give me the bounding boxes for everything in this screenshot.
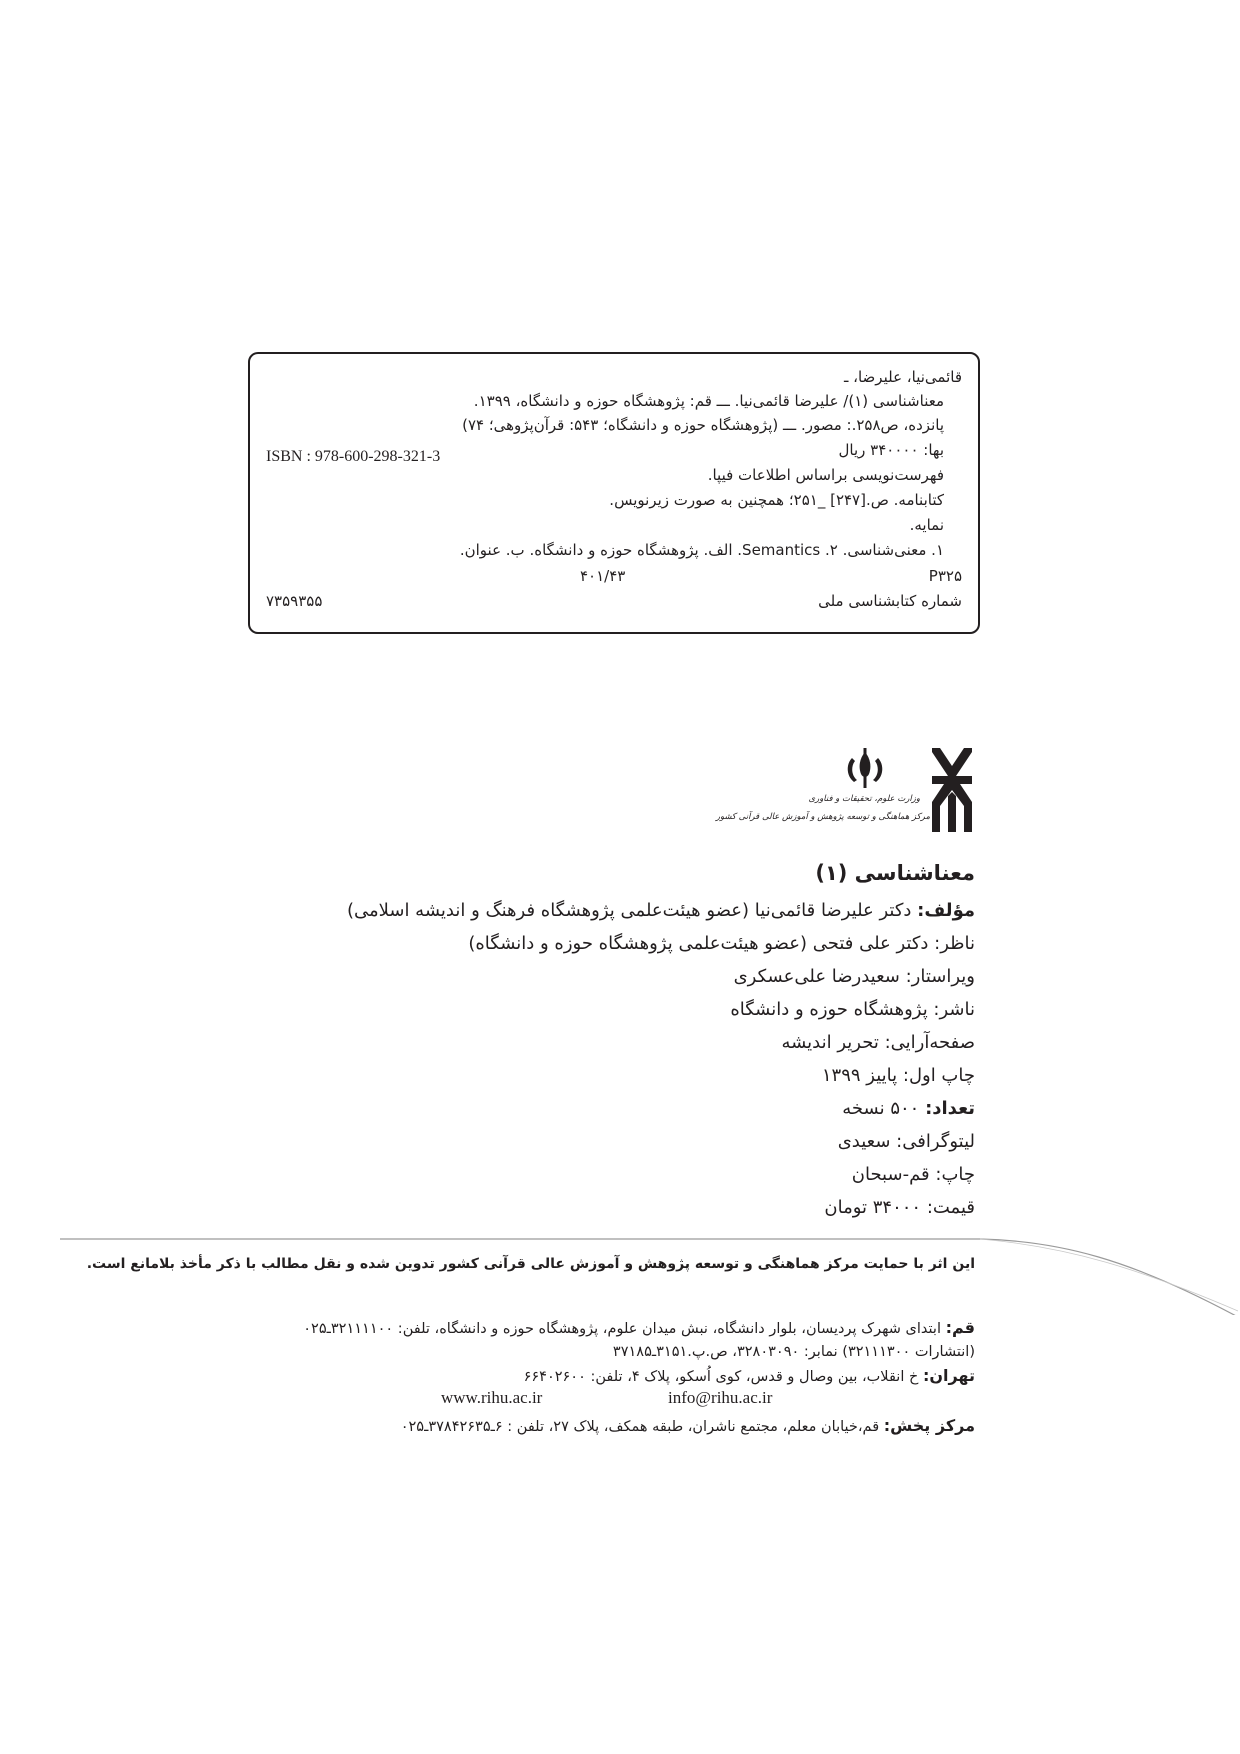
catalog-subjects: ۱. معنی‌شناسی. ۲. Semantics. الف. پژوهشگاه حوزه و دانشگاه. ب. عنوان.	[459, 541, 944, 559]
cataloging-box	[248, 352, 980, 634]
website-link[interactable]: www.rihu.ac.ir	[441, 1388, 543, 1407]
credit-price: قیمت: ۳۴۰۰۰ تومان	[824, 1197, 975, 1218]
catalog-lcc: P۳۲۵	[928, 567, 962, 585]
ministry-name: وزارت علوم، تحقیقات و فناوری	[808, 794, 920, 804]
catalog-price: بها: ۳۴۰۰۰۰ ریال	[838, 441, 944, 459]
qom-address: قم: ابتدای شهرک پردیسان، بلوار دانشگاه، نبش میدان علوم، پژوهشگاه حوزه و دانشگاه، تلفن: ۳۲۱۱۱۱۰۰ـ۰۲۵	[303, 1318, 975, 1337]
credit-edition: چاپ اول: پاییز ۱۳۹۹	[821, 1065, 975, 1086]
credit-layout: صفحه‌آرایی: تحریر اندیشه	[781, 1032, 975, 1053]
credit-copies: تعداد: ۵۰۰ نسخه	[842, 1098, 975, 1119]
catalog-ddc: ۴۰۱/۴۳	[580, 567, 626, 585]
tehran-address: تهران: خ انقلاب، بین وصال و قدس، کوی اُسکو، پلاک ۴، تلفن: ۶۶۴۰۲۶۰۰	[523, 1366, 975, 1385]
isbn: ISBN : 978-600-298-321-3	[266, 448, 441, 465]
credit-lithography: لیتوگرافی: سعیدی	[837, 1131, 975, 1152]
catalog-national-label: شماره کتابشناسی ملی	[818, 592, 962, 610]
book-title: معناشناسی (۱)	[815, 861, 975, 885]
catalog-index: نمایه.	[909, 516, 944, 534]
iran-emblem-icon	[830, 748, 900, 790]
credit-printing: چاپ: قم-سبحان	[851, 1164, 975, 1185]
publisher-logo	[926, 748, 978, 832]
distribution-address: مرکز پخش: قم،خیابان معلم، مجتمع ناشران، طبقه همکف، پلاک ۲۷، تلفن : ۶ـ۳۷۸۴۲۶۳۵ـ۰۲۵	[400, 1416, 975, 1435]
support-note: این اثر با حمایت مرکز هماهنگی و توسعه پژوهش و آموزش عالی قرآنی کشور تدوین شده و نقل مطالب با ذکر مأخذ بلامانع است.	[86, 1256, 975, 1272]
catalog-bibliography: کتابنامه. ص.[۲۴۷] _۲۵۱؛ همچنین به صورت زیرنویس.	[609, 491, 944, 509]
qom-address-line2: (انتشارات ۳۲۱۱۱۳۰۰) نمابر: ۳۲۸۰۳۰۹۰، ص.پ.۳۱۵۱ـ۳۷۱۸۵	[612, 1344, 975, 1360]
credit-author: مؤلف: دکتر علیرضا قائمی‌نیا (عضو هیئت‌علمی پژوهشگاه فرهنگ و اندیشه اسلامی)	[346, 900, 975, 921]
catalog-national-number: ۷۳۵۹۳۵۵	[266, 592, 323, 610]
credit-editor: ویراستار: سعیدرضا علی‌عسکری	[733, 966, 975, 987]
email-link[interactable]: info@rihu.ac.ir	[668, 1388, 773, 1407]
catalog-title-line: معناشناسی (۱)/ علیرضا قائمی‌نیا. ـــ قم: پژوهشگاه حوزه و دانشگاه، ۱۳۹۹.	[473, 392, 944, 410]
catalog-fipa-note: فهرست‌نویسی براساس اطلاعات فیپا.	[707, 466, 944, 484]
credit-supervisor: ناظر: دکتر علی فتحی (عضو هیئت‌علمی پژوهشگاه حوزه و دانشگاه)	[468, 933, 975, 954]
center-name: مرکز هماهنگی و توسعه پژوهش و آموزش عالی قرآنی کشور	[715, 812, 930, 822]
catalog-physical-line: پانزده، ص۲۵۸.: مصور. ـــ (پژوهشگاه حوزه و دانشگاه؛ ۵۴۳: قرآن‌پژوهی؛ ۷۴)	[462, 416, 944, 434]
credit-publisher: ناشر: پژوهشگاه حوزه و دانشگاه	[730, 999, 975, 1020]
catalog-author: قائمی‌نیا، علیرضا، ـ	[843, 368, 962, 386]
book-credits	[255, 858, 975, 1224]
